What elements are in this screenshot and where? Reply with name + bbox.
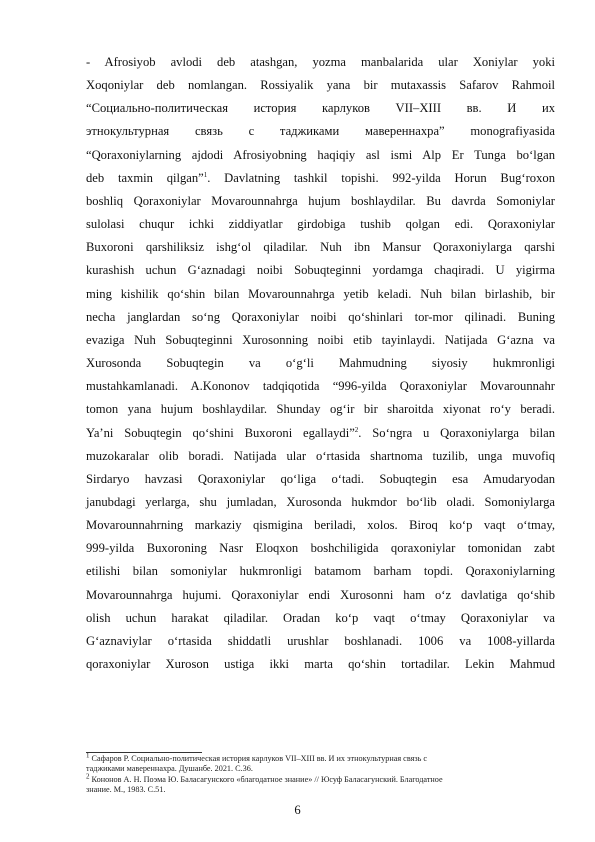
text-line: olish uchun harakat qiladilar. Oradan ko‘p vaqt o‘tmay Qoraxoniylar va [86,610,555,625]
text-line: “Qoraxoniylarning ajdodi Afrosiyobning haqiqiy asl ismi Alp Er Tunga bo‘lgan [86,147,555,162]
text-line: evaziga Nuh Sobuqteginni Xurosonning noibi etib tayinlaydi. Natijada G‘azna va [86,332,555,347]
text-line: G‘aznaviylar o‘rtasida shiddatli urushlar boshlanadi. 1006 va 1008-yillarda [86,633,555,648]
text-fragment: . So‘ngra u Qoraxoniylarga bilan [358,425,555,440]
footnote-1 [86,751,555,775]
text-line: tomon yana hujum boshlaydilar. Shunday og‘ir bir sharoitda xiyonat ro‘y beradi. [86,402,555,417]
text-line: kurashish uchun G‘aznadagi noibi Sobuqteginni yordamga chaqiradi. U yigirma [86,263,555,278]
text-line: Buxoroni qarshiliksiz ishg‘ol qiladilar. Nuh ibn Mansur Qoraxoniylarga qarshi [86,240,555,255]
text-line: “Социально-политическая история карлуков VII–XIII вв. И их [86,101,555,116]
footnotes [86,751,555,796]
text-fragment: deb taxmin qilgan” [86,170,204,185]
text-line: janubdagi yerlarga, shu jumladan, Xurosonda hukmdor bo‘lib oladi. Somoniylarga [86,494,555,509]
footnote-text: таджиками мавереннахра. Душанбе. 2021. С.36. [86,764,253,774]
text-line: sulolasi chuqur ichki ziddiyatlar girdobiga tushib qolgan edi. Qoraxoniylar [86,217,555,232]
text-line: 999-yilda Buxoroning Nasr Eloqxon boshchiligida qoraxoniylar tomonidan zabt [86,541,555,556]
footnote-2 [86,772,555,796]
text-line: necha janglardan so‘ng Qoraxoniylar noibi qo‘shinlari tor-mor qilinadi. Buning [86,309,555,324]
footnote-text: знание. М., 1983. С.51. [86,785,166,795]
text-line: Movarounnahrning markaziy qismigina beriladi, xolos. Biroq ko‘p vaqt o‘tmay, [86,518,555,533]
page-number: 6 [294,803,301,817]
text-line: ming kishilik qo‘shin bilan Movarounnahrga yetib keladi. Nuh bilan birlashib, bir [86,286,555,301]
footnote-number: 1 [86,751,90,760]
text-line: - Afrosiyob avlodi deb atashgan, yozma manbalarida ular Xoniylar yoki [86,55,555,69]
text-line: etilishi bilan somoniylar hukmronligi batamom barham topdi. Qoraxoniylarning [86,564,555,579]
text-line: muzokaralar olib boradi. Natijada ular o‘rtasida shartnoma tuzilib, unga muvofiq [86,448,555,463]
footnote-ref-2[interactable]: 2 [354,425,359,434]
text-line: boshliq Qoraxoniylar Movarounnahrga hujum boshlaydilar. Bu davrda Somoniylar [86,193,555,208]
text-line: mustahkamlanadi. A.Kononov tadqiqotida “996-yilda Qoraxoniylar Movarounnahr [86,379,555,394]
text-line-with-footnote-1 [86,167,555,190]
text-line: Sirdaryo havzasi Qoraxoniylar qo‘liga o‘tadi. Sobuqtegin esa Amudaryodan [86,471,555,486]
footnote-text: Кононов А. Н. Поэма Ю. Баласагунского «благодатное знание» // Юсуф Баласагунский. Благодатное [91,774,443,784]
footnote-text: Сафаров Р. Социально-политическая история карлуков VII–XIII вв. И их этнокультурная связь с [91,754,427,763]
text-line: qoraxoniylar Xuroson ustiga ikki marta qo‘shin tortadilar. Lekin Mahmud [86,657,555,672]
text-line: Xoqoniylar deb nomlangan. Rossiyalik yana bir mutaxassis Safarov Rahmoil [86,78,555,93]
footnote-divider [86,752,202,753]
footnote-number: 2 [86,772,90,781]
text-line: Xurosonda Sobuqtegin va o‘g‘li Mahmudning siyosiy hukmronligi [86,356,555,371]
text-line-with-footnote-2 [86,422,555,445]
text-line: Movarounnahrga hujumi. Qoraxoniylar endi Xurosonni ham o‘z davlatiga qo‘shib [86,587,555,602]
main-paragraph [86,51,555,676]
text-line: этнокультурная связь с таджиками мавереннахра” monografiyasida [86,124,555,139]
text-fragment: . Davlatning tashkil topishi. 992-yilda Horun Bug‘roxon [207,170,555,185]
text-fragment: Ya’ni Sobuqtegin qo‘shini Buxoroni egallaydi” [86,425,355,440]
footnote-ref-1[interactable]: 1 [203,170,208,179]
